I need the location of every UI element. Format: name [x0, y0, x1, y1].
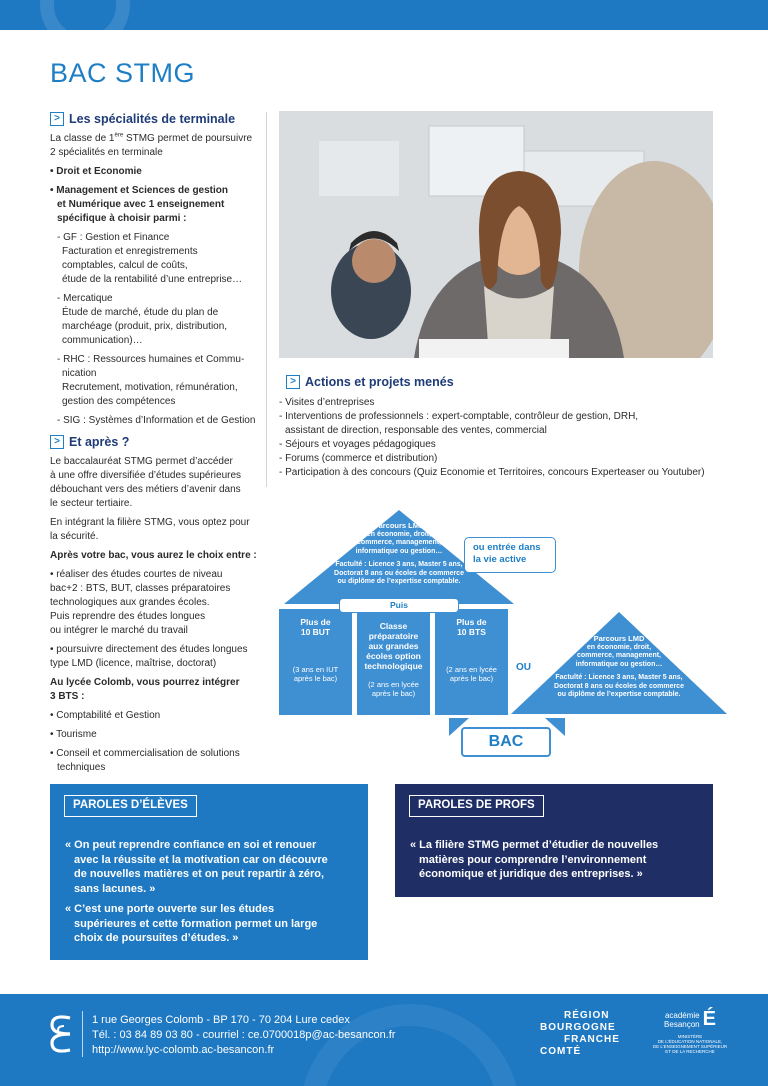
- box-bts-s1: (2 ans en lycée: [446, 665, 497, 674]
- orientation-diagram: [279, 500, 729, 770]
- gf-l1: - GF : Gestion et Finance: [57, 232, 170, 243]
- top-tri-l1: Parcours LMD: [373, 521, 425, 530]
- item-management-l1: • Management et Sciences de gestion: [50, 185, 228, 196]
- apres-p1-l3: débouchant vers des métiers d’avenir dans: [50, 484, 241, 495]
- intro-a: La classe de 1: [50, 133, 115, 144]
- box-bts-l1: Plus de: [456, 617, 487, 627]
- profs-q1-l2: matières pour comprendre l’environnement: [419, 853, 647, 866]
- apres-c2-l1: • poursuivre directement des études longues: [50, 644, 248, 655]
- action-item: - Participation à des concours (Quiz Economie et Territoires, concours Experteaser ou Youtuber): [279, 467, 705, 478]
- box-cpge-l2: préparatoire: [368, 631, 419, 641]
- top-tri-l7: ou diplôme de l’expertise comptable.: [337, 578, 461, 585]
- apres-lycee-l1: Au lycée Colomb, vous pourrez intégrer: [50, 677, 240, 688]
- box-cpge-l4: écoles option: [366, 651, 421, 661]
- right-tri-l3: commerce, management,: [576, 652, 662, 659]
- top-tri-l3: commerce, management,: [356, 539, 442, 546]
- apres-bts2: • Tourisme: [50, 729, 97, 740]
- region-logo: [540, 1010, 620, 1058]
- eleves-quote-1: [65, 838, 328, 896]
- right-tri-l5: Factulté : Licence 3 ans, Master 5 ans,: [555, 674, 683, 681]
- top-tri-l6: Doctorat 8 ans ou écoles de commerce: [334, 569, 464, 577]
- item-management-l2: et Numérique avec 1 enseignement: [57, 199, 225, 210]
- specialites-heading: [50, 112, 235, 126]
- intro-sup: ère: [114, 132, 124, 139]
- apres-c1-l5: ou intégrer le marché du travail: [50, 625, 188, 636]
- apres-bts1: • Comptabilité et Gestion: [50, 710, 161, 721]
- action-item: - Interventions de professionnels : expert-comptable, contrôleur de gestion, DRH,: [279, 411, 639, 422]
- eleves-q2-l1: « C’est une porte ouverte sur les études: [65, 903, 275, 915]
- gf-l4: étude de la rentabilité d’une entreprise…: [62, 274, 243, 285]
- box-cpge-s1: (2 ans en lycée: [368, 680, 419, 689]
- puis-label: Puis: [339, 598, 459, 613]
- academie-city: Besançon: [664, 1019, 700, 1029]
- right-tri-l4: informatique ou gestion…: [575, 660, 663, 668]
- item-droit: • Droit et Economie: [50, 166, 142, 177]
- right-tri-l7: ou diplôme de l’expertise comptable.: [557, 691, 681, 698]
- rhc-l4: gestion des compétences: [62, 396, 176, 407]
- profs-q1-l3: économique et juridique des entreprises. »: [419, 868, 643, 880]
- rhc-l1: - RHC : Ressources humaines et Commu-: [57, 354, 245, 365]
- specialites-body: [50, 132, 260, 428]
- rhc-l2: nication: [62, 368, 97, 379]
- intro-line: [50, 132, 260, 146]
- footer-addr1: 1 rue Georges Colomb - BP 170 - 70 204 Lure cedex: [92, 1014, 350, 1026]
- top-tri-l5: Factulté : Licence 3 ans, Master 5 ans,: [335, 561, 463, 568]
- apres-c1-l4: Puis reprendre des études longues: [50, 611, 206, 622]
- gf-l3: comptables, calcul de coûts,: [62, 260, 188, 271]
- region-l1: RÉGION: [564, 1010, 610, 1021]
- student-photo: [279, 111, 713, 358]
- academie-word: académie: [664, 1010, 700, 1020]
- apres-heading-label: Et après ?: [69, 435, 130, 449]
- box-but-s2: après le bac): [293, 674, 338, 683]
- action-item: - Séjours et voyages pédagogiques: [279, 439, 436, 450]
- apres-c1-l1: • réaliser des études courtes de niveau: [50, 569, 223, 580]
- action-item: - Forums (commerce et distribution): [279, 453, 438, 464]
- footer-addr2[interactable]: Tél. : 03 84 89 03 80 - courriel : ce.0700018p@ac-besancon.fr: [92, 1029, 396, 1041]
- paroles-profs-box: [395, 784, 713, 897]
- rhc-l3: Recrutement, motivation, rémunération,: [62, 382, 238, 393]
- apres-bts3-l2: techniques: [57, 762, 106, 773]
- region-l2: BOURGOGNE: [540, 1022, 616, 1033]
- chevron-right-icon: >: [286, 375, 300, 389]
- chevron-right-icon: >: [50, 112, 64, 126]
- apres-c2-l2: type LMD (licence, maîtrise, doctorat): [50, 658, 217, 669]
- gf-l2: Facturation et enregistrements: [62, 246, 198, 257]
- actions-heading: [286, 375, 454, 389]
- academie-e-icon: É: [702, 1008, 716, 1030]
- apres-lycee-l2: 3 BTS :: [50, 691, 85, 702]
- apres-body: [50, 455, 265, 775]
- lycee-logo-icon: [46, 1012, 76, 1056]
- entree-vie-active: [464, 537, 556, 573]
- box-but-s1: (3 ans en IUT: [292, 665, 339, 674]
- apres-p2-l2: la sécurité.: [50, 531, 99, 542]
- actions-heading-label: Actions et projets menés: [305, 375, 454, 389]
- student-photo-illustration: [279, 111, 713, 358]
- entree-l2: la vie active: [473, 554, 527, 565]
- region-l4: COMTÉ: [540, 1046, 582, 1057]
- right-triangle-text: [549, 635, 689, 700]
- box-cpge-l5: technologique: [364, 661, 423, 671]
- box-but-l2: 10 BUT: [300, 627, 331, 637]
- ministere-l3: DE L’ENSEIGNEMENT SUPÉRIEUR: [652, 1044, 728, 1049]
- top-tri-l4: informatique ou gestion…: [355, 547, 443, 555]
- merc-l4: communication)…: [62, 335, 143, 346]
- swirl-decoration: [40, 0, 130, 30]
- apres-c1-l2: bac+2 : BTS, BUT, classes préparatoires: [50, 583, 231, 594]
- ministere-l4: ET DE LA RECHERCHE: [665, 1049, 715, 1054]
- actions-list: [279, 396, 719, 480]
- apres-c1-l3: technologiques aux grandes écoles.: [50, 597, 210, 608]
- apres-p1-l2: à une offre diversifiée d’études supérieures: [50, 470, 242, 481]
- apres-p1-l1: Le baccalauréat STMG permet d’accéder: [50, 456, 233, 467]
- apres-bts3-l1: • Conseil et commercialisation de solutions: [50, 748, 240, 759]
- box-cpge: [357, 609, 430, 715]
- footer: [0, 994, 768, 1086]
- apres-heading: [50, 435, 129, 449]
- ministere-l2: DE L’ÉDUCATION NATIONALE,: [657, 1039, 723, 1044]
- box-bts-s2: après le bac): [449, 674, 494, 683]
- sig-l1: - SIG : Systèmes d’Information et de Gestion: [57, 415, 256, 426]
- intro-c: 2 spécialités en terminale: [50, 147, 163, 158]
- eleves-q1-l4: sans lacunes. »: [74, 882, 156, 895]
- column-divider: [266, 112, 267, 487]
- eleves-quote-2: [65, 902, 317, 946]
- box-bts: [435, 609, 508, 715]
- ou-label: OU: [516, 662, 531, 673]
- box-but-l1: Plus de: [300, 617, 331, 627]
- right-tri-l2: en économie, droit,: [586, 643, 652, 651]
- box-cpge-s2: après le bac): [371, 689, 416, 698]
- footer-separator: [82, 1011, 83, 1057]
- footer-address: [92, 1013, 395, 1058]
- intro-b: STMG permet de poursuivre: [123, 133, 253, 144]
- eleves-q1-l1: « On peut reprendre confiance en soi et renouer: [65, 839, 317, 851]
- merc-l2: Étude de marché, étude du plan de: [62, 307, 219, 318]
- box-cpge-l3: aux grandes: [368, 641, 419, 651]
- apres-p1-l4: le secteur tertiaire.: [50, 498, 133, 509]
- ministere-l1: MINISTÈRE: [677, 1034, 703, 1039]
- entree-l1: ou entrée dans: [473, 542, 541, 553]
- paroles-eleves-tag: PAROLES D’ÉLÈVES: [64, 795, 197, 817]
- top-tri-l2: en économie, droit,: [366, 530, 432, 538]
- box-bts-l2: 10 BTS: [457, 627, 486, 637]
- eleves-q1-l3: de nouvelles matières et on peut repartir à zéro,: [74, 868, 325, 880]
- top-band: [0, 0, 768, 30]
- right-tri-l1: Parcours LMD: [593, 634, 645, 643]
- item-management-l3: spécifique à choisir parmi :: [57, 213, 187, 224]
- profs-quote-1: [410, 838, 658, 882]
- apres-choix: Après votre bac, vous aurez le choix entre :: [50, 550, 257, 561]
- eleves-q2-l2: supérieures et cette formation permet un large: [74, 917, 318, 930]
- right-tri-l6: Doctorat 8 ans ou écoles de commerce: [554, 682, 684, 690]
- merc-l1: - Mercatique: [57, 293, 113, 304]
- bac-box: BAC: [461, 727, 551, 757]
- eleves-q1-l2: avec la réussite et la motivation car on découvre: [74, 853, 328, 866]
- page-title: BAC STMG: [50, 58, 196, 88]
- box-cpge-l1: Classe: [379, 621, 408, 631]
- paroles-profs-tag: PAROLES DE PROFS: [409, 795, 544, 817]
- specialites-heading-label: Les spécialités de terminale: [69, 112, 236, 126]
- footer-addr3[interactable]: http://www.lyc-colomb.ac-besancon.fr: [92, 1044, 275, 1056]
- apres-p2-l1: En intégrant la filière STMG, vous optez pour: [50, 517, 250, 528]
- action-item: - Visites d’entreprises: [279, 397, 375, 408]
- region-l3: FRANCHE: [564, 1034, 620, 1045]
- chevron-right-icon: >: [50, 435, 64, 449]
- top-triangle-text: [329, 522, 469, 587]
- paroles-eleves-box: [50, 784, 368, 960]
- eleves-q2-l3: choix de poursuites d’études. »: [74, 932, 239, 944]
- action-item: assistant de direction, responsable des ventes, commercial: [285, 425, 547, 436]
- merc-l3: marchéage (produit, prix, distribution,: [62, 321, 228, 332]
- box-but: [279, 609, 352, 715]
- academie-logo: [650, 1008, 730, 1054]
- profs-q1-l1: « La filière STMG permet d’étudier de nouvelles: [410, 839, 659, 851]
